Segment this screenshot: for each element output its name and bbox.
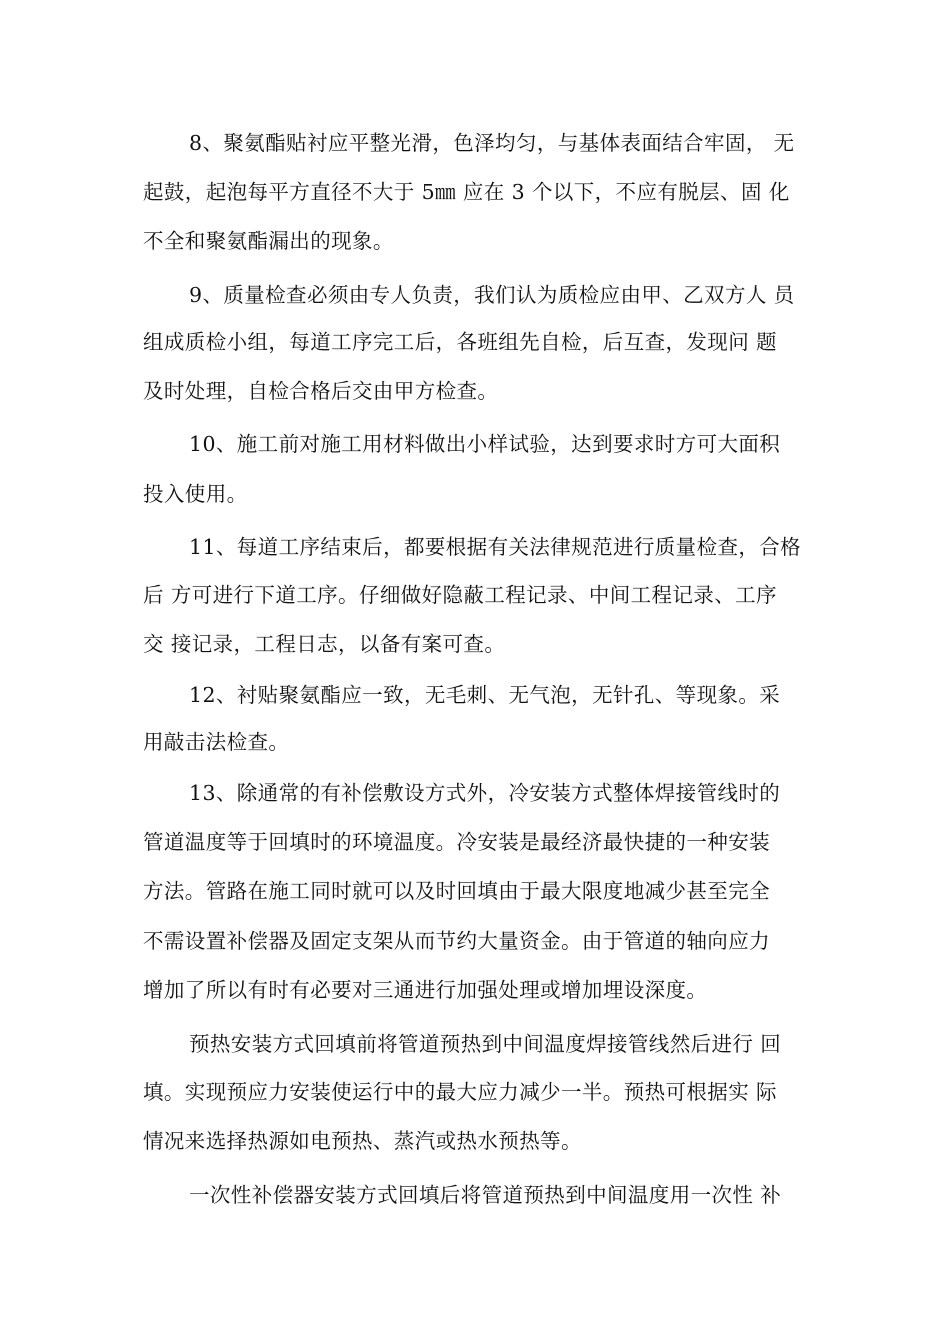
text-line: 及时处理，自检合格后交由甲方检查。 xyxy=(143,379,499,403)
text-line: 不需设置补偿器及固定支架从而节约大量资金。由于管道的轴向应力 xyxy=(143,929,770,953)
text-line: 交 接记录，工程日志，以备有案可查。 xyxy=(143,632,506,656)
text-line: 增加了所以有时有必要对三通进行加强处理或增加埋设深度。 xyxy=(143,978,708,1002)
text-line: 起鼓，起泡每平方直径不大于 5㎜ 应在 3 个以下，不应有脱层、固 化 xyxy=(143,180,790,204)
text-line: 用敲击法检查。 xyxy=(143,730,290,754)
text-line: 管道温度等于回填时的环境温度。冷安装是最经济最快捷的一种安装 xyxy=(143,830,770,854)
text-line: 10、施工前对施工用材料做出小样试验，达到要求时方可大面积 xyxy=(189,432,781,456)
text-line: 预热安装方式回填前将管道预热到中间温度焊接管线然后进行 回 xyxy=(189,1032,782,1056)
text-line: 组成质检小组，每道工序完工后，各班组先自检，后互查，发现问 题 xyxy=(143,330,777,354)
text-line: 后 方可进行下道工序。仔细做好隐蔽工程记录、中间工程记录、工序 xyxy=(143,583,777,607)
text-line: 12、衬贴聚氨酯应一致，无毛刺、无气泡，无针孔、等现象。采 xyxy=(189,683,781,707)
text-line: 情况来选择热源如电预热、蒸汽或热水预热等。 xyxy=(143,1129,582,1153)
text-line: 填。实现预应力安装使运行中的最大应力减少一半。预热可根据实 际 xyxy=(143,1080,777,1104)
text-line: 9、质量检查必须由专人负责，我们认为质检应由甲、乙双方人 员 xyxy=(189,283,795,307)
text-line: 不全和聚氨酯漏出的现象。 xyxy=(143,229,394,253)
text-line: 投入使用。 xyxy=(143,482,248,506)
text-line: 方法。管路在施工同时就可以及时回填由于最大限度地减少甚至完全 xyxy=(143,879,770,903)
text-line: 8、聚氨酯贴衬应平整光滑，色泽均匀，与基体表面结合牢固， 无 xyxy=(189,131,795,155)
text-line: 13、除通常的有补偿敷设方式外，冷安装方式整体焊接管线时的 xyxy=(189,781,781,805)
text-line: 一次性补偿器安装方式回填后将管道预热到中间温度用一次性 补 xyxy=(189,1183,782,1207)
text-line: 11、每道工序结束后，都要根据有关法律规范进行质量检查，合格 xyxy=(189,535,802,559)
